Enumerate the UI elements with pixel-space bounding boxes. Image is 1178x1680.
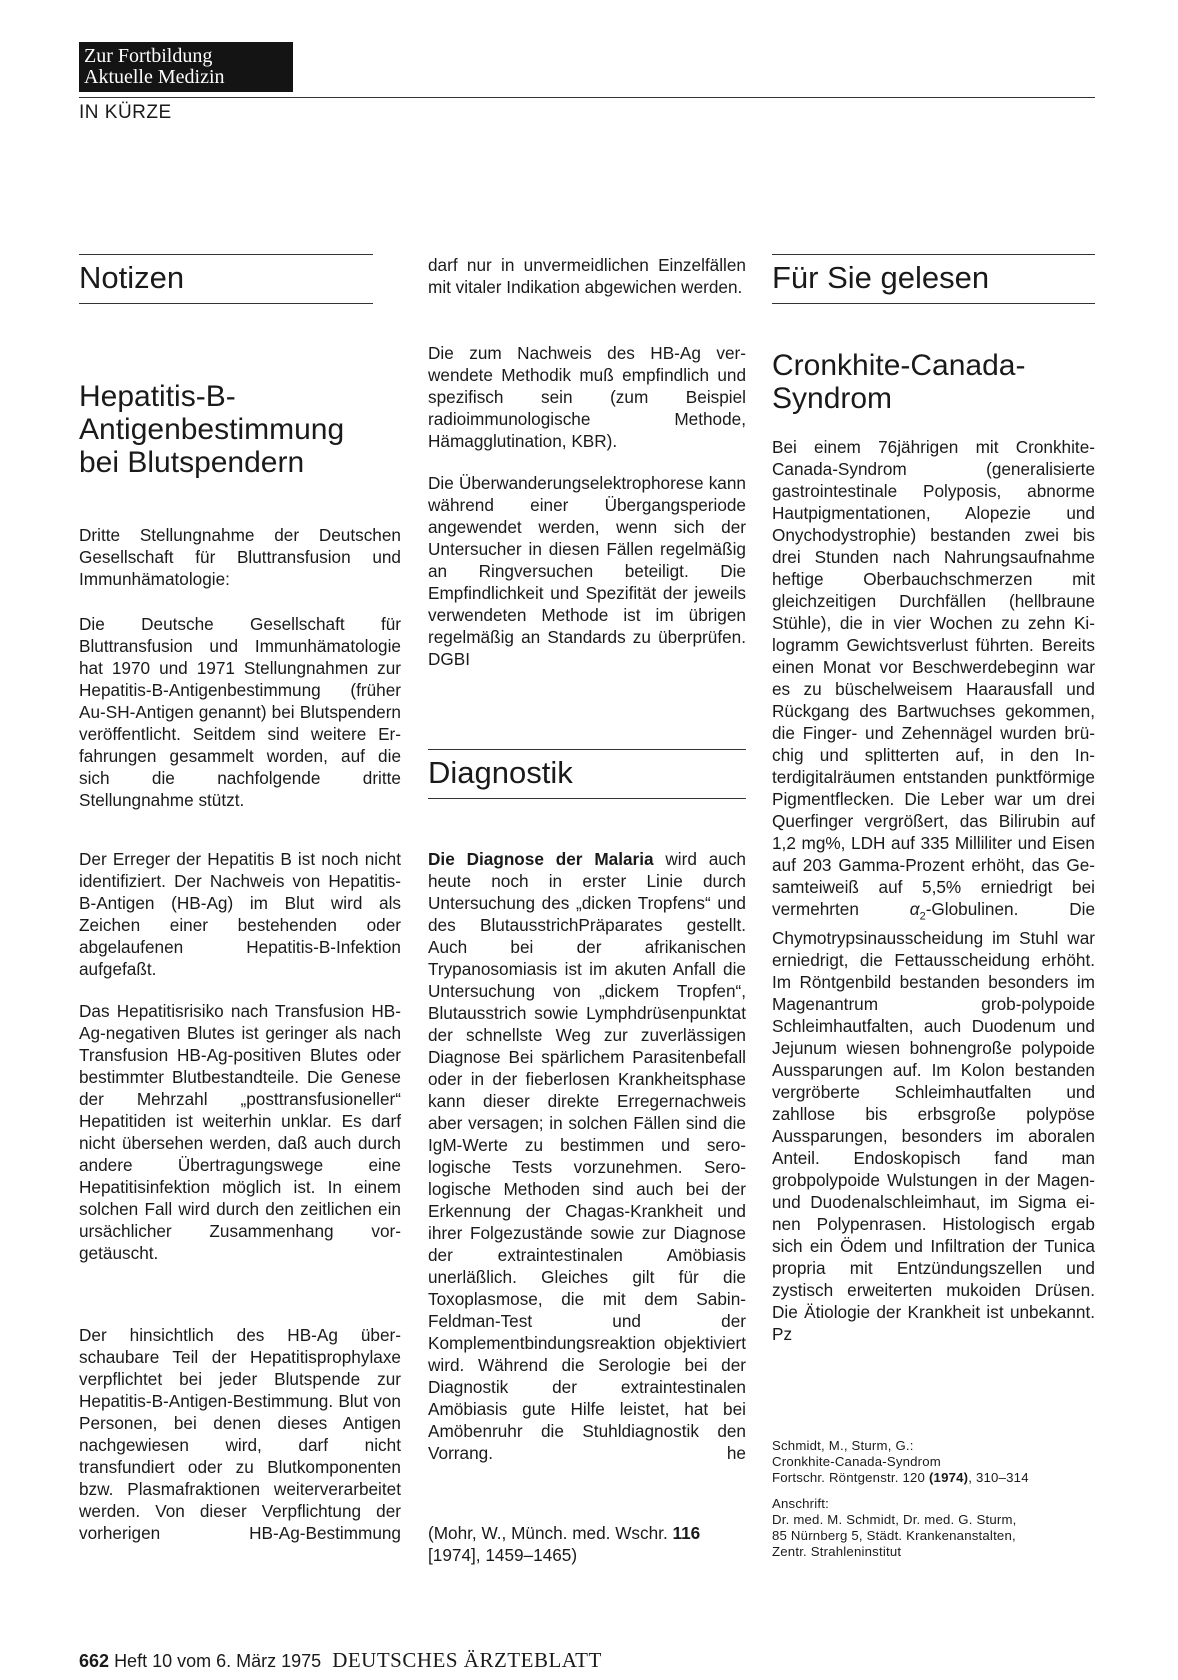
article-title-cronkhite	[772, 349, 1025, 415]
paragraph: Der hinsichtlich des HB-Ag überschaubare Teil der Hepatitisprophylaxe verpflichtet bei jeder Blutspende zur Hepatitis-B-Antigen-Bestimmung. Blut von Personen, bei denen dieses Antigen nachgewiesen wird, darf nicht transfundiert oder zu Blutkomponenten bzw. Plasmafraktionen weiterverarbeitet werden. Von dieser Verpflichtung der vorherigen HB-Ag-Bestimmung	[79, 1325, 401, 1543]
reference-line: Schmidt, M., Sturm, G.:	[772, 1438, 914, 1453]
rule-gelesen-top	[772, 254, 1095, 255]
journal-name: DEUTSCHES ÄRZTEBLATT	[332, 1648, 602, 1672]
reference-journal: Fortschr. Röntgenstr. 120	[772, 1470, 929, 1485]
rule-notizen-top	[79, 254, 373, 255]
article-title-line: bei Blutspendern	[79, 446, 305, 479]
paragraph-intro: Dritte Stellungnahme der Deutschen Gesellschaft für Bluttransfusion und Immunhämatologie:	[79, 525, 401, 589]
malaria-lead: Die Diagnose der Malaria	[428, 849, 654, 869]
reference-line: Cronkhite-Canada-Syndrom	[772, 1454, 941, 1469]
rule-diagnostik-top	[428, 749, 746, 750]
paragraph-cronkhite	[772, 436, 1095, 1345]
address-line: Dr. med. M. Schmidt, Dr. med. G. Sturm,	[772, 1512, 1017, 1527]
rule-notizen-bottom	[79, 303, 373, 304]
address-label: Anschrift:	[772, 1496, 829, 1511]
author-address	[772, 1496, 1017, 1560]
author-signature: he	[726, 1443, 746, 1463]
cronkhite-text-cont: -Globulinen. Die Chymotrypsinausscheidung im Stuhl war erniedrigt, die Fettausscheidung erhöht. Im Röntgenbild bestanden besonders im Magenantrum grob-polypoide Schleimhautfalten, auch Duodenum und Jejunum wiesen bohnengroße polypoide Aussparungen auf. Im Kolon bestanden vergröberte Schleimhautfalten und zahllose bis erbsgroße polypöse Aussparungen, besonders im aboralen Anteil. Endoskopisch fand man grobpolypoide Wulstungen in der Magen- und Duodenalschleimhaut, im Sigma einen Polypenrasen. Histologisch ergab sich ein Ödem und Infiltration der Tunica propria mit Entzündungszellen und zystisch erweiterten mukoiden Drüsen. Die Ätiologie der Krankheit ist unbekannt.	[772, 899, 1095, 1323]
section-title-gelesen: Für Sie gelesen	[772, 260, 990, 295]
article-title-line: Syndrom	[772, 382, 893, 415]
issue-info: Heft 10 vom 6. März 1975	[114, 1651, 322, 1671]
reference-year: (1974)	[928, 1470, 969, 1485]
section-header-box	[79, 42, 293, 92]
address-line: 85 Nürnberg 5, Städt. Krankenanstalten,	[772, 1528, 1016, 1543]
paragraph-continued: darf nur in unvermeidlichen Einzelfällen mit vitaler Indikation abgewichen werden.	[428, 255, 746, 297]
paragraph: Die Deutsche Gesellschaft für Bluttransfusion und Immunhämatologie hat 1970 und 1971 Stellungnahmen zur Hepatitis-B-Antigenbestimmung (früher Au-SH-Antigen genannt) bei Blutspendern veröffentlicht. Seitdem sind weitere Erfahrungen gesammelt worden, auf die sich die nachfolgende dritte Stellungnahme stützt.	[79, 614, 401, 810]
paragraph: Der Erreger der Hepatitis B ist noch nicht identifiziert. Der Nachweis von Hepatitis-B-Antigen (HB-Ag) im Blut wird als Zeichen einer bestehenden oder abgelaufenen Hepatitis-B-Infektion aufgefaßt.	[79, 849, 401, 979]
reference-volume: 116	[672, 1523, 701, 1543]
header-box-line1: Zur Fortbildung	[84, 45, 213, 67]
reference-tail: [1974], 1459–1465)	[428, 1545, 578, 1565]
paragraph: Das Hepatitisrisiko nach Transfusion HB-Ag-negativen Blutes ist geringer als nach Transfusion HB-Ag-positiven Blutes oder bestimmter Blutbestandteile. Die Genese der Mehrzahl „posttransfusioneller“ Hepatitiden ist weiterhin unklar. Es darf nicht übersehen werden, daß auch durch andere Übertragungswege eine Hepatitisinfektion möglich ist. In einem solchen Fall wird durch den zeitlichen ein ursächlicher Zusammenhang vorgetäuscht.	[79, 1001, 401, 1263]
paragraph: Die Überwanderungselektrophorese kann während einer Übergangsperiode angewendet werden, wenn sich der Untersucher in diesen Fällen regelmäßig an Ringversuchen beteiligt. Die Empfindlichkeit und Spezifität der jeweils verwendeten Methode ist im übrigen regelmäßig an Standards zu überprüfen. DGBI	[428, 473, 746, 669]
rule-diagnostik-bottom	[428, 798, 746, 799]
alpha-subscript: 2	[919, 910, 926, 923]
header-box-line2: Aktuelle Medizin	[84, 66, 225, 88]
reference-line	[772, 1470, 1029, 1486]
page-number: 662	[79, 1651, 110, 1671]
article-title-line: Hepatitis-B-	[79, 380, 236, 413]
reference-mohr	[428, 1522, 746, 1566]
section-title-notizen: Notizen	[79, 260, 185, 295]
header-rule	[79, 97, 1095, 98]
article-title-line: Antigenbestimmung	[79, 413, 345, 446]
cronkhite-text: Bei einem 76jährigen mit Cronkhite-Canada-Syndrom (generalisierte gastrointestinale Polyposis, abnorme Hautpigmentationen, Alopezie und Onychodystrophie) bestanden zwei bis drei Stunden nach Nahrungsaufnahme heftige Oberbauchschmerzen mit gleichzeitigen Durchfällen (hellbraune Stühle), die in vier Wochen zu zehn Kilogramm Gewichtsverlust führten. Bereits einen Monat vor Beschwerdebeginn war es zu büschelweisem Haarausfall und Rückgang des Bartwuchses gekommen, die Finger- und Zehennägel wurden brüchig und splitterten auf, in den Interdigitalräumen entstanden punktförmige Pigmentflecken. Die Leber war um drei Querfinger vergrößert, das Bilirubin auf 1,2 mg%, LDH auf 335 Milliliter und Eisen auf 203 Gamma-Prozent erhöht, das Gesamteiweiß auf 5,5% erniedrigt bei vermehrten	[772, 437, 1095, 919]
paragraph-malaria	[428, 848, 746, 1464]
reference-text: (Mohr, W., Münch. med. Wschr.	[428, 1523, 673, 1543]
section-label: IN KÜRZE	[79, 102, 172, 123]
malaria-text: wird auch heute noch in erster Linie durch Untersuchung des „dicken Tropfens“ und des BlutausstrichPräparates gestellt. Auch bei der afrikanischen Trypanosomiasis ist im akuten Anfall die Untersuchung von „dickem Tropfen“, Blutausstrich sowie Lymphdrüsenpunktat der schnellste Weg zur zuverlässigen Diagnose Bei spärlichem Parasitenbefall oder in der fieberlosen Krankheitsphase kann dieser direkte Erregernachweis aber versagen; in solchen Fällen sind die IgM-Werte zu bestimmen und serologische Tests vorzunehmen. Serologische Methoden sind auch bei der Erkennung der Chagas-Krankheit und ihrer Folgezustände sowie zur Diagnose der extraintestinalen Amöbiasis unerläßlich. Gleiches gilt für die Toxoplasmose, die mit dem Sabin-Feldman-Test und der Komplementbindungsreaktion objektiviert wird. Während die Serologie bei der Diagnostik der extraintestinalen Amöbiasis gute Hilfe leistet, hat bei Amöbenruhr die Stuhldiagnostik den Vorrang.	[428, 849, 746, 1463]
alpha-symbol: α	[909, 899, 920, 919]
section-title-diagnostik: Diagnostik	[428, 755, 573, 790]
page-footer	[79, 1648, 602, 1673]
author-signature: Pz	[772, 1324, 793, 1345]
article-title-hepatitis	[79, 380, 344, 479]
article-title-line: Cronkhite-Canada-	[772, 349, 1026, 382]
reference-pages: , 310–314	[968, 1470, 1029, 1485]
paragraph: Die zum Nachweis des HB-Ag verwendete Methodik muß empfindlich und spezifisch sein (zum Beispiel radioimmunologische Methode, Hämagglutination, KBR).	[428, 343, 746, 451]
address-line: Zentr. Strahleninstitut	[772, 1544, 902, 1559]
rule-gelesen-bottom	[772, 303, 1095, 304]
reference-schmidt	[772, 1438, 1029, 1486]
